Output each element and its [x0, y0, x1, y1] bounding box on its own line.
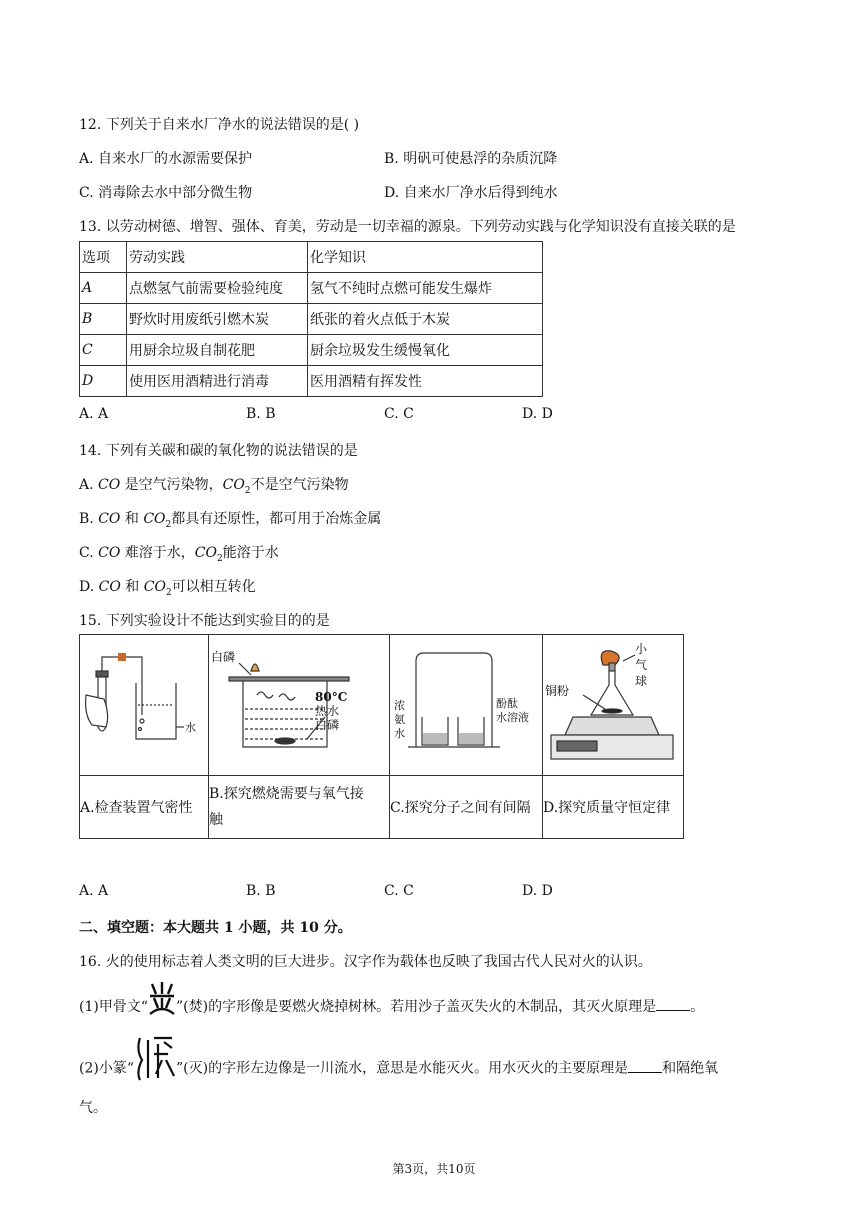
q14-option-c: C. CO 难溶于水，$CO_2$能溶于水: [79, 545, 279, 564]
table-row: [80, 273, 543, 304]
ammonia-label-2: 氨: [394, 713, 405, 726]
header-cell: 选项: [80, 242, 127, 273]
water-label: 水: [185, 721, 196, 734]
table-cell: A: [80, 273, 127, 304]
oracle-fen-glyph-icon: [148, 980, 176, 1034]
table-header-row: [80, 242, 543, 273]
q12-option-d: D. 自来水厂净水后得到纯水: [384, 185, 558, 201]
q15-table: [79, 634, 684, 839]
phenolphthalein-label-2: 水溶液: [496, 711, 529, 724]
seal-mie-glyph-icon: [134, 1034, 176, 1103]
table-cell: B: [80, 304, 127, 335]
combustion-figure: [209, 635, 389, 775]
q13-option-b: B. B: [246, 406, 276, 422]
q15-option-d: D. D: [522, 883, 553, 899]
q15-option-a: A. A: [79, 883, 109, 899]
airtightness-figure: [80, 635, 208, 775]
table-cell: 纸张的着火点低于木炭: [308, 304, 543, 335]
q14-option-d: D. CO 和 $CO_2$可以相互转化: [79, 579, 256, 598]
q16-part2: (2)小篆“ ”(灭)的字形左边像是一川流水，意思是水能灭火。用水灭火的主要原理是 和隔绝氧: [79, 1034, 718, 1103]
caption-b: B.探究燃烧需要与氧气接 触: [209, 776, 390, 839]
balloon-label-2: 气: [635, 658, 648, 672]
q12-option-a: A. 自来水厂的水源需要保护: [79, 151, 253, 167]
table-cell: 点燃氢气前需要检验纯度: [127, 273, 308, 304]
copper-powder-label: 铜粉: [545, 684, 570, 698]
ammonia-label-3: 水: [394, 727, 405, 740]
figure-cell-d: [543, 635, 684, 776]
q16-stem: 16. 火的使用标志着人类文明的巨大进步。汉字作为载体也反映了我国古代人民对火的认识。: [79, 954, 652, 970]
figure-cell-b: [209, 635, 390, 776]
caption-a: A.检查装置气密性: [80, 776, 209, 839]
q16-part1: (1)甲骨文“ ”(焚)的字形像是要燃火烧掉树林。若用沙子盖灭失火的木制品，其灭火原理是 。: [79, 980, 704, 1034]
header-cell: 劳动实践: [127, 242, 308, 273]
molecule-figure: [390, 635, 542, 775]
table-cell: 使用医用酒精进行消毒: [127, 366, 308, 397]
balance-icon: [565, 717, 659, 735]
answer-blank-2[interactable]: [628, 1060, 662, 1073]
balloon-label-1: 小: [635, 642, 648, 656]
q12-option-c: C. 消毒除去水中部分微生物: [79, 185, 253, 201]
white-phosphorus-top-label: 白磷: [211, 650, 236, 664]
figure-cell-c: [390, 635, 543, 776]
bell-jar-icon: [416, 653, 492, 747]
caption-c: C.探究分子之间有间隔: [390, 776, 543, 839]
q13-option-a: A. A: [79, 406, 109, 422]
ammonia-label-1: 浓: [394, 699, 405, 712]
figure-cell-a: [80, 635, 209, 776]
q15-option-c: C. C: [384, 883, 414, 899]
answer-blank-1[interactable]: [656, 998, 690, 1011]
q16-part2-cont: 气。: [79, 1100, 107, 1116]
balloon-label-3: 球: [635, 674, 648, 688]
hot-water-label: 热水: [315, 704, 340, 718]
table-cell: 用厨余垃圾自制花肥: [127, 335, 308, 366]
q15-option-b: B. B: [246, 883, 276, 899]
q12-stem: 12. 下列关于自来水厂净水的说法错误的是( ): [79, 117, 360, 133]
caption-d: D.探究质量守恒定律: [543, 776, 684, 839]
q15-stem: 15. 下列实验设计不能达到实验目的的是: [79, 613, 330, 629]
table-cell: 厨余垃圾发生缓慢氧化: [308, 335, 543, 366]
white-phosphorus-bottom-label: 白磷: [315, 718, 340, 732]
table-cell: C: [80, 335, 127, 366]
table-cell: 野炊时用废纸引燃木炭: [127, 304, 308, 335]
q12-option-b: B. 明矾可使悬浮的杂质沉降: [384, 151, 558, 167]
header-cell: 化学知识: [308, 242, 543, 273]
table-cell: D: [80, 366, 127, 397]
mass-conservation-figure: [543, 635, 683, 775]
q14-option-b: B. CO 和 $CO_2$都具有还原性，都可用于冶炼金属: [79, 511, 382, 530]
q13-stem: 13. 以劳动树德、增智、强体、育美，劳动是一切幸福的源泉。下列劳动实践与化学知识没有直接关联的是: [79, 219, 736, 235]
phenolphthalein-label-1: 酚酞: [496, 697, 518, 710]
flame-icon: [251, 664, 259, 671]
table-cell: 医用酒精有挥发性: [308, 366, 543, 397]
table-row: [80, 366, 543, 397]
q13-option-d: D. D: [522, 406, 553, 422]
q13-option-c: C. C: [384, 406, 414, 422]
table-row: [80, 335, 543, 366]
table-cell: 氢气不纯时点燃可能发生爆炸: [308, 273, 543, 304]
q14-stem: 14. 下列有关碳和碳的氧化物的说法错误的是: [79, 443, 358, 459]
page-footer: 第3页，共10页: [392, 1162, 476, 1176]
table-row: [80, 304, 543, 335]
copper-plate-icon: [229, 677, 349, 681]
temperature-label: 80°C: [315, 690, 348, 704]
section-title: 二、填空题：本大题共 1 小题，共 10 分。: [79, 920, 352, 936]
q14-option-a: A. CO 是空气污染物，$CO_2$不是空气污染物: [79, 477, 349, 496]
hand-icon: [86, 695, 108, 727]
q13-table: [79, 241, 543, 397]
